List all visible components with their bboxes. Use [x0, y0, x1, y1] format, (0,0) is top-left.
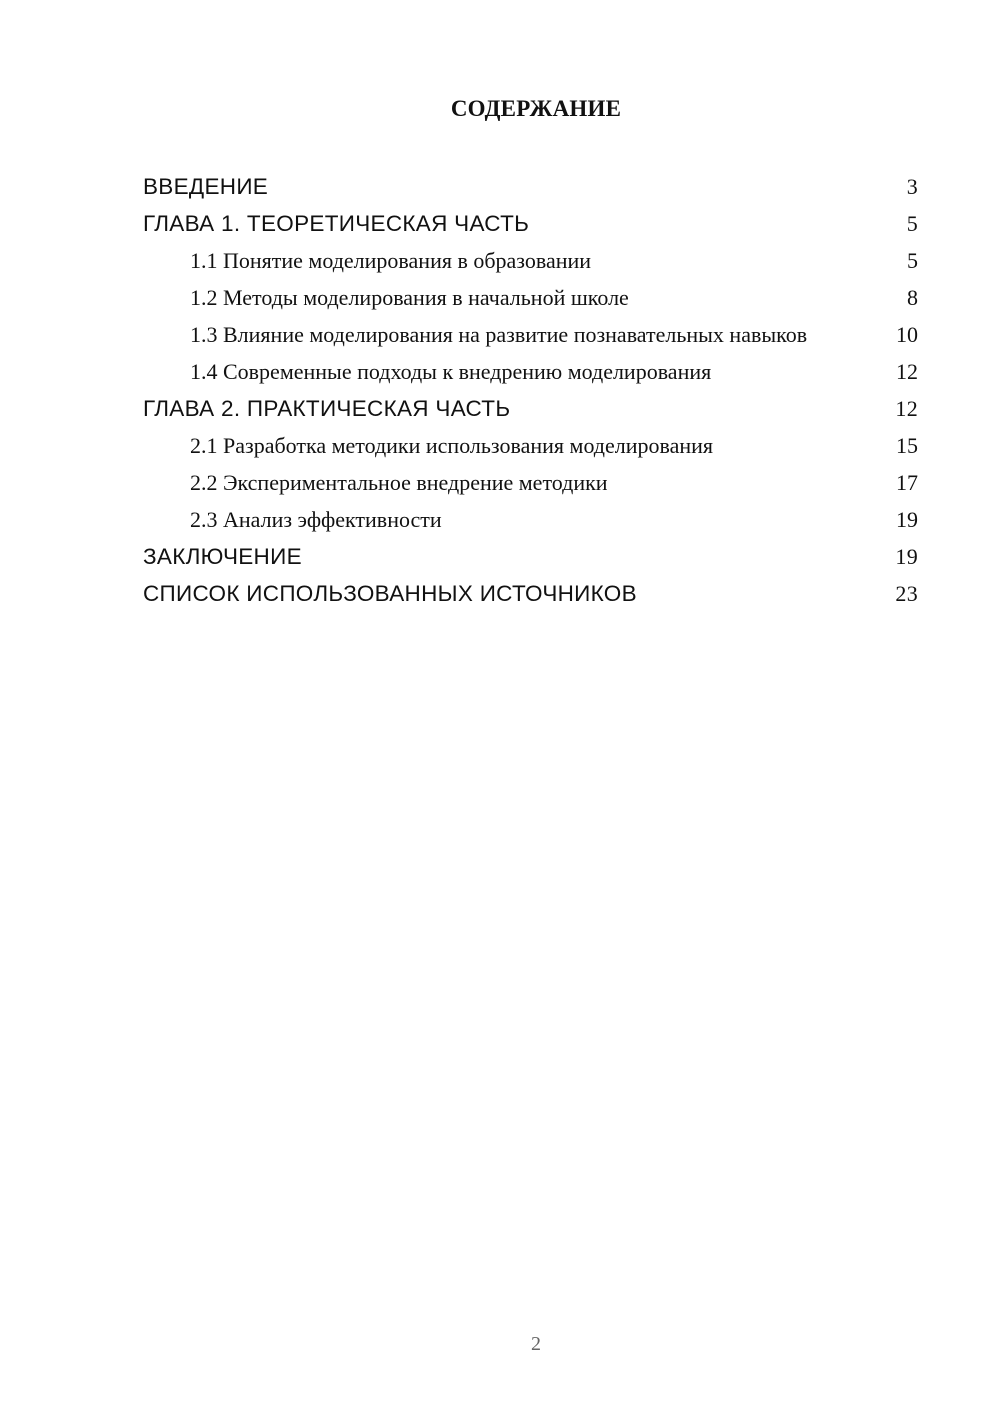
toc-entry-page: 19	[895, 544, 918, 569]
toc-entry-page: 12	[896, 359, 918, 384]
toc-entry-section-2-3	[143, 501, 918, 538]
toc-entry-text: ЗАКЛЮЧЕНИЕ	[143, 544, 302, 569]
toc-entry-conclusion	[143, 538, 918, 575]
toc-entry-text: 2.2 Экспериментальное внедрение методики	[190, 470, 608, 495]
toc-entry-text: ГЛАВА 1. ТЕОРЕТИЧЕСКАЯ ЧАСТЬ	[143, 211, 530, 236]
toc-entry-section-1-3	[143, 316, 918, 353]
toc-entry-page: 15	[896, 433, 918, 458]
toc-entry-introduction	[143, 168, 918, 205]
toc-entry-text: 2.1 Разработка методики использования моделирования	[190, 433, 714, 458]
toc-entry-chapter-1	[143, 205, 918, 242]
toc-entry-text: 1.2 Методы моделирования в начальной школе	[190, 285, 629, 310]
toc-entry-references	[143, 575, 918, 612]
toc-entry-page: 12	[895, 396, 918, 421]
toc-entry-chapter-2	[143, 390, 918, 427]
toc-entry-section-1-4	[143, 353, 918, 390]
toc-entry-page: 5	[907, 248, 918, 273]
toc-entry-page: 17	[896, 470, 918, 495]
toc-entry-page: 19	[896, 507, 918, 532]
toc-entry-text: ГЛАВА 2. ПРАКТИЧЕСКАЯ ЧАСТЬ	[143, 396, 511, 421]
toc-entry-section-1-1	[143, 242, 918, 279]
table-of-contents	[143, 168, 918, 612]
toc-entry-page: 10	[896, 322, 918, 347]
toc-entry-section-2-1	[143, 427, 918, 464]
toc-entry-page: 8	[907, 285, 918, 310]
toc-entry-text: 1.3 Влияние моделирования на развитие познавательных навыков	[190, 322, 808, 347]
toc-entry-page: 3	[906, 174, 918, 199]
toc-entry-text: СПИСОК ИСПОЛЬЗОВАННЫХ ИСТОЧНИКОВ	[143, 581, 637, 606]
toc-entry-section-1-2	[143, 279, 918, 316]
toc-entry-text: ВВЕДЕНИЕ	[143, 174, 269, 199]
toc-entry-text: 1.1 Понятие моделирования в образовании	[190, 248, 592, 273]
toc-entry-page: 23	[895, 581, 918, 606]
toc-entry-section-2-2	[143, 464, 918, 501]
toc-entry-text: 1.4 Современные подходы к внедрению моделирования	[190, 359, 712, 384]
page-number: 2	[531, 1333, 541, 1355]
toc-entry-text: 2.3 Анализ эффективности	[190, 507, 442, 532]
toc-title: СОДЕРЖАНИЕ	[450, 96, 622, 121]
toc-entry-page: 5	[906, 211, 918, 236]
